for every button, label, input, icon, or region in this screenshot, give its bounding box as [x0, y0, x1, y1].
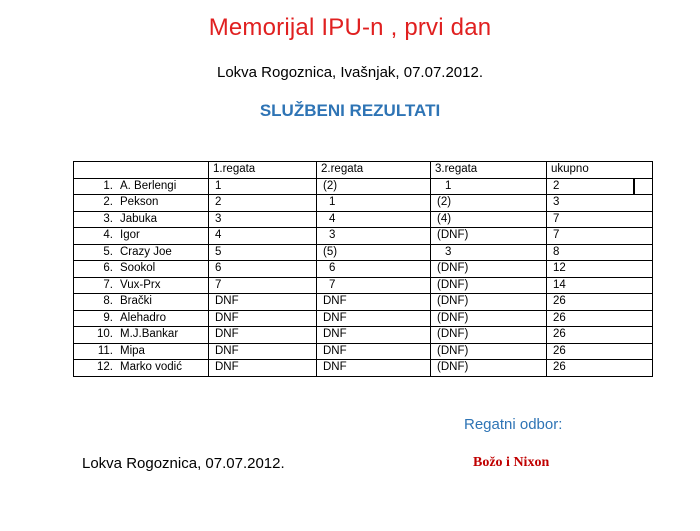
cell-regata-2: DNF [317, 294, 431, 311]
header-cell-regata-2: 2.regata [317, 162, 431, 179]
cell-regata-1: 1 [209, 178, 317, 195]
cell-competitor [74, 343, 209, 360]
official-results-heading: SLUŽBENI REZULTATI [259, 101, 441, 120]
rank-number: 6. [103, 262, 113, 275]
cell-regata-3: (DNF) [431, 277, 547, 294]
rank-number: 2. [103, 196, 113, 209]
cell-regata-1: 3 [209, 211, 317, 228]
cell-regata-1: DNF [209, 310, 317, 327]
rank-number: 1. [103, 179, 113, 192]
cell-competitor [74, 228, 209, 245]
cell-regata-2: DNF [317, 360, 431, 377]
cell-regata-1: DNF [209, 343, 317, 360]
cell-regata-3: (DNF) [431, 228, 547, 245]
rank-number: 12. [97, 361, 113, 374]
signature: Božo i Nixon [473, 455, 550, 470]
competitor-name: Sookol [120, 262, 156, 275]
cell-regata-2: 4 [317, 211, 431, 228]
cell-competitor [74, 277, 209, 294]
document-title: Memorijal IPU-n , prvi dan [208, 14, 492, 41]
cell-competitor [74, 261, 209, 278]
cell-regata-3: 1 [431, 178, 547, 195]
competitor-name: M.J.Bankar [120, 328, 179, 341]
table-row [74, 195, 653, 212]
cell-total: 7 [547, 211, 653, 228]
rank-number: 9. [103, 311, 113, 324]
competitor-name: Alehadro [120, 311, 167, 324]
header-cell-regata-3: 3.regata [431, 162, 547, 179]
cell-regata-2: 1 [317, 195, 431, 212]
table-row [74, 261, 653, 278]
table-row [74, 211, 653, 228]
cell-competitor [74, 211, 209, 228]
cell-regata-1: DNF [209, 294, 317, 311]
competitor-name: Brački [120, 295, 152, 308]
competitor-name: A. Berlengi [120, 179, 177, 192]
cell-regata-1: 5 [209, 244, 317, 261]
text-cursor [633, 179, 635, 194]
table-row [74, 360, 653, 377]
table-row [74, 327, 653, 344]
table-row [74, 294, 653, 311]
competitor-name: Pekson [120, 196, 159, 209]
competitor-name: Vux-Prx [120, 278, 161, 291]
table-row [74, 277, 653, 294]
cell-total: 3 [547, 195, 653, 212]
rank-number: 10. [97, 328, 113, 341]
cell-regata-3: (DNF) [431, 343, 547, 360]
cell-total: 26 [547, 310, 653, 327]
cell-regata-1: 2 [209, 195, 317, 212]
cell-regata-3: (DNF) [431, 294, 547, 311]
table-row [74, 228, 653, 245]
competitor-name: Igor [120, 229, 140, 242]
cell-total: 8 [547, 244, 653, 261]
rank-number: 8. [103, 295, 113, 308]
table-row [74, 244, 653, 261]
cell-regata-2: DNF [317, 343, 431, 360]
cell-regata-2: 6 [317, 261, 431, 278]
cell-competitor [74, 294, 209, 311]
cell-regata-3: (DNF) [431, 261, 547, 278]
cell-regata-3: (DNF) [431, 327, 547, 344]
cell-total: 26 [547, 360, 653, 377]
header-row [74, 162, 653, 179]
results-table-body [74, 162, 653, 377]
competitor-name: Mipa [120, 344, 145, 357]
cell-regata-1: 6 [209, 261, 317, 278]
cell-competitor [74, 244, 209, 261]
cell-total: 12 [547, 261, 653, 278]
cell-regata-3: (4) [431, 211, 547, 228]
cell-regata-3: (2) [431, 195, 547, 212]
footer-place-date: Lokva Rogoznica, 07.07.2012. [82, 455, 285, 472]
cell-regata-2: 7 [317, 277, 431, 294]
competitor-name: Crazy Joe [120, 245, 172, 258]
cell-regata-1: DNF [209, 360, 317, 377]
competitor-name: Jabuka [120, 212, 158, 225]
results-table [73, 161, 653, 377]
place-date-line: Lokva Rogoznica, Ivašnjak, 07.07.2012. [216, 64, 483, 81]
header-cell-name [74, 162, 209, 179]
committee-label: Regatni odbor: [464, 416, 563, 433]
cell-competitor [74, 327, 209, 344]
cell-regata-3: (DNF) [431, 360, 547, 377]
table-row [74, 310, 653, 327]
competitor-name: Marko vodić [120, 361, 182, 374]
table-row [74, 343, 653, 360]
cell-regata-1: DNF [209, 327, 317, 344]
cell-competitor [74, 310, 209, 327]
cell-regata-3: 3 [431, 244, 547, 261]
rank-number: 3. [103, 212, 113, 225]
cell-total: 26 [547, 327, 653, 344]
cell-competitor [74, 178, 209, 195]
cell-competitor [74, 195, 209, 212]
cell-regata-2: (5) [317, 244, 431, 261]
cell-total: 26 [547, 294, 653, 311]
rank-number: 5. [103, 245, 113, 258]
header-cell-total: ukupno [547, 162, 653, 179]
cell-total: 7 [547, 228, 653, 245]
cell-regata-2: DNF [317, 327, 431, 344]
cell-competitor [74, 360, 209, 377]
table-row [74, 178, 653, 195]
cell-regata-2: (2) [317, 178, 431, 195]
cell-total: 26 [547, 343, 653, 360]
cell-regata-2: DNF [317, 310, 431, 327]
rank-number: 11. [97, 344, 113, 357]
rank-number: 7. [103, 278, 113, 291]
cell-regata-3: (DNF) [431, 310, 547, 327]
cell-regata-1: 7 [209, 277, 317, 294]
header-cell-regata-1: 1.regata [209, 162, 317, 179]
cell-total: 14 [547, 277, 653, 294]
rank-number: 4. [103, 229, 113, 242]
cell-regata-2: 3 [317, 228, 431, 245]
cell-total: 2 [547, 178, 653, 195]
cell-regata-1: 4 [209, 228, 317, 245]
